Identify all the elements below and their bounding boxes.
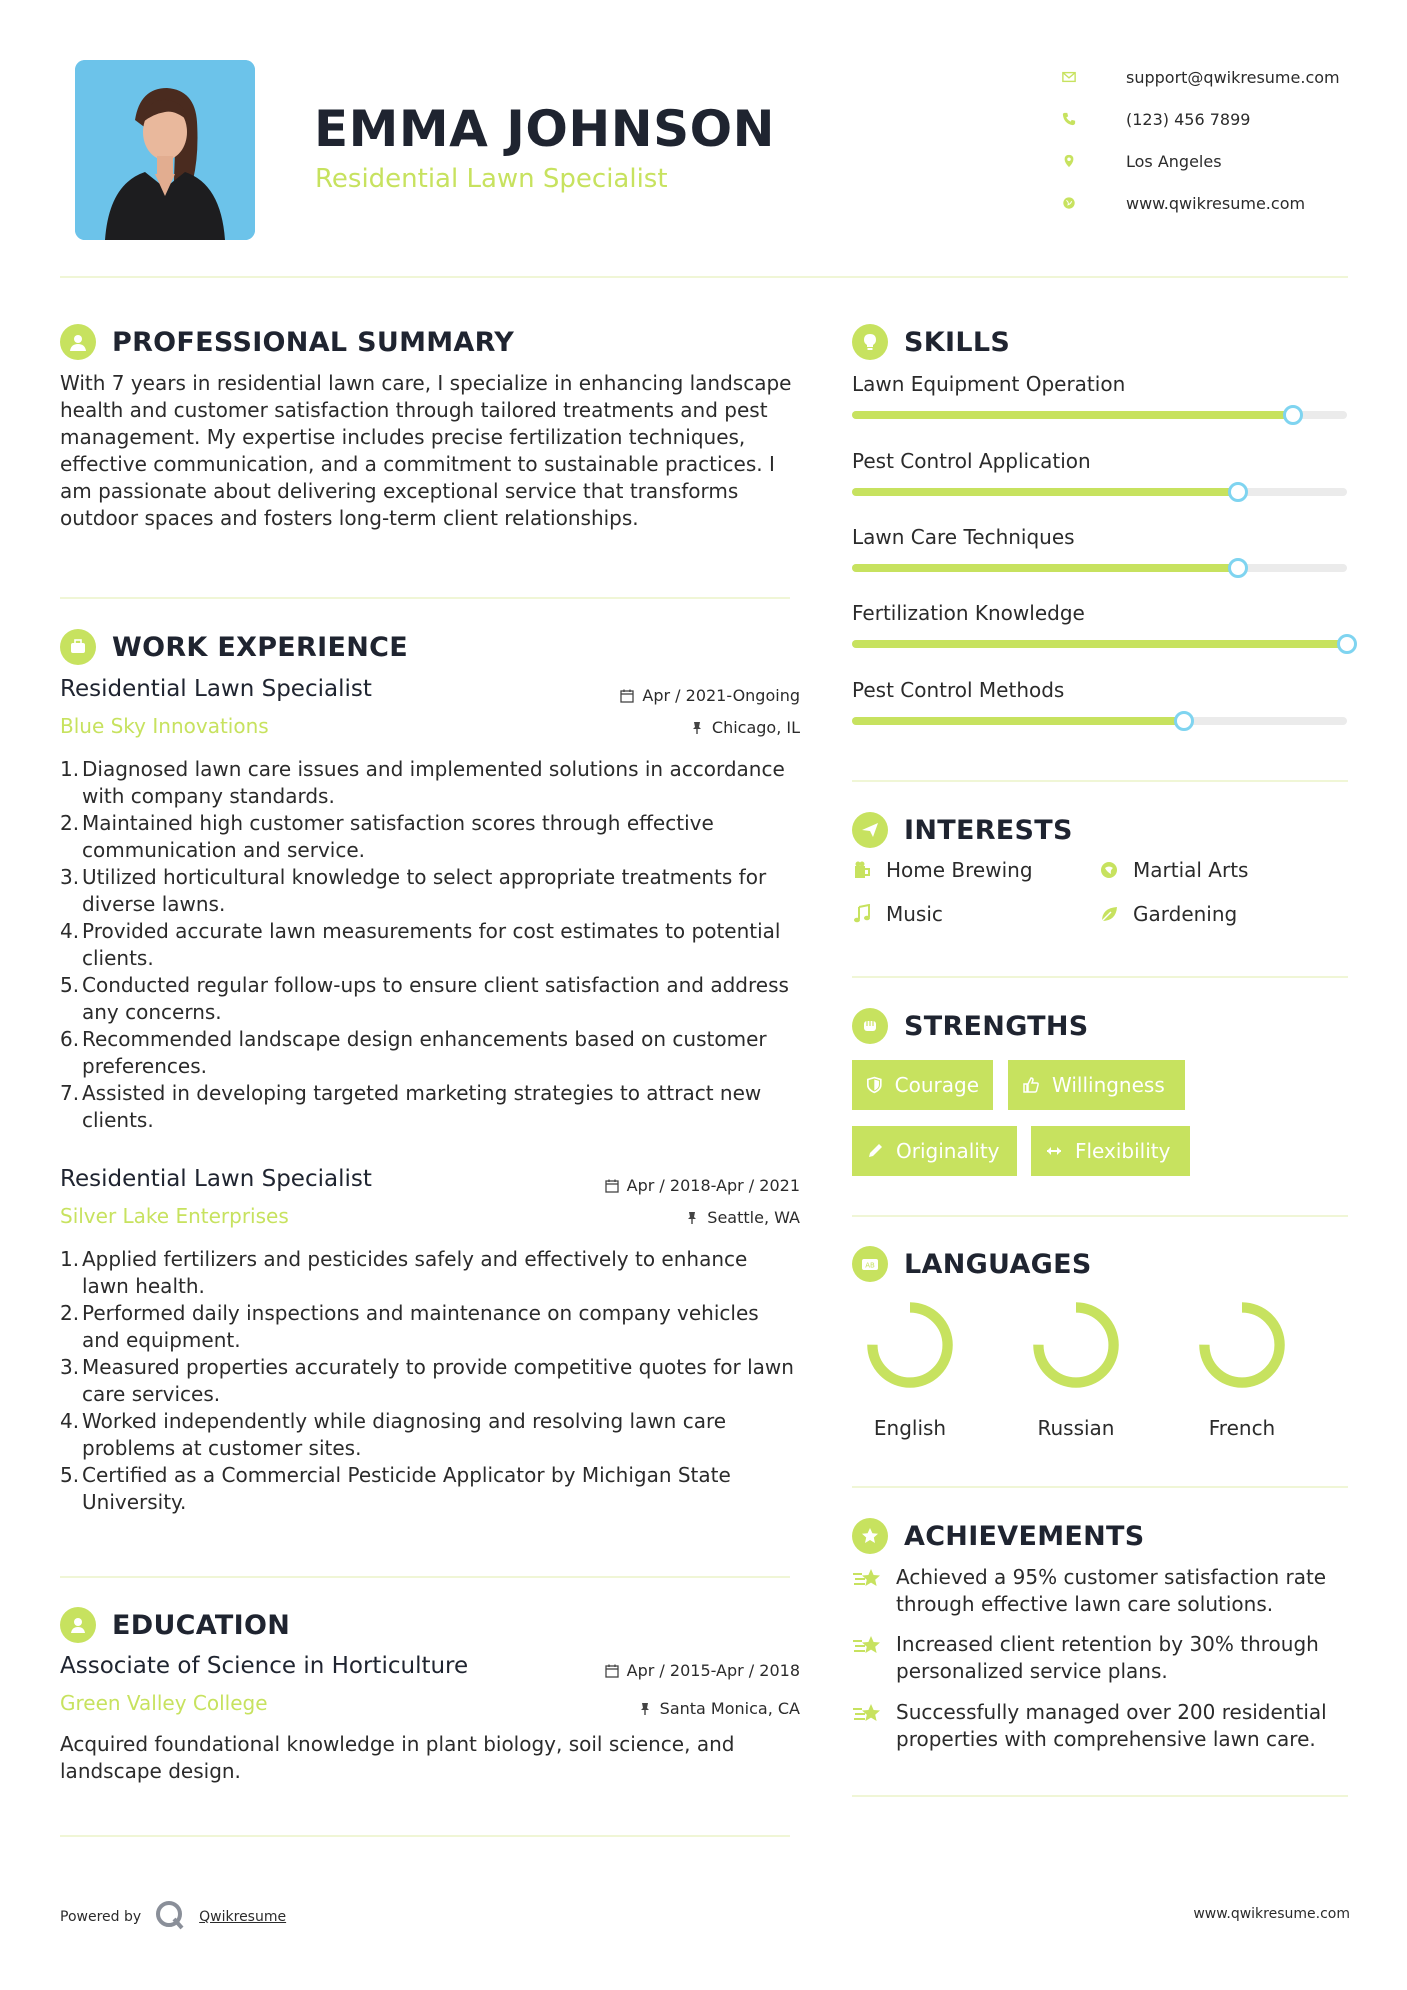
svg-text:AB: AB <box>865 1261 875 1270</box>
responsibility-item: 4. Provided accurate lawn measurements for cost estimates to potential clients. <box>60 919 781 970</box>
briefcase-icon <box>60 629 96 665</box>
responsibility-item: 1. Diagnosed lawn care issues and implemented solutions in accordance with company standards. <box>60 757 785 808</box>
responsibility-item: 5. Certified as a Commercial Pesticide Applicator by Michigan State University. <box>60 1463 731 1514</box>
experience-heading: WORK EXPERIENCE <box>112 631 408 663</box>
language-item <box>855 1298 965 1440</box>
contact-email[interactable]: support@qwikresume.com <box>1050 56 1390 98</box>
skill-bar <box>852 717 1347 725</box>
music-icon <box>852 904 872 924</box>
strengths-divider <box>852 1215 1348 1217</box>
achievements-heading: ACHIEVEMENTS <box>904 1520 1145 1552</box>
summary-divider <box>60 597 790 599</box>
skill-item <box>852 525 1347 572</box>
skill-label: Pest Control Application <box>852 449 1091 473</box>
brewing-icon <box>852 860 872 880</box>
responsibility-item: 3. Measured properties accurately to provide competitive quotes for lawn care services. <box>60 1355 794 1406</box>
achievement-text: Achieved a 95% customer satisfaction rate through effective lawn care solutions. <box>896 1565 1327 1616</box>
language-gauge-arc <box>1204 1307 1279 1382</box>
contact-phone[interactable]: (123) 456 7899 <box>1050 98 1390 140</box>
footer-powered-by: Powered by Qwikresume <box>60 1900 286 1934</box>
education-entry <box>60 1653 800 1785</box>
graduation-icon <box>60 1607 96 1643</box>
skills-divider <box>852 780 1348 782</box>
star-icon <box>852 1633 884 1661</box>
interests-section-header <box>852 812 1073 848</box>
responsibility-item: 3. Utilized horticultural knowledge to select appropriate treatments for diverse lawns. <box>60 865 767 916</box>
footer-url[interactable]: www.qwikresume.com <box>1193 1906 1350 1922</box>
achievement-text: Increased client retention by 30% through personalized service plans. <box>896 1632 1319 1683</box>
star-icon <box>852 1518 888 1554</box>
pencil-icon <box>866 1142 884 1160</box>
responsibility-item: 5. Conducted regular follow-ups to ensure client satisfaction and address any concerns. <box>60 973 789 1024</box>
skill-bar-knob <box>1228 558 1248 578</box>
contact-info <box>1050 56 1390 224</box>
achievements-section-header <box>852 1518 1145 1554</box>
globe-icon <box>1050 196 1088 210</box>
responsibility-item: 4. Worked independently while diagnosing and resolving lawn care problems at customer sites. <box>60 1409 727 1460</box>
skill-bar-fill <box>852 564 1238 572</box>
skill-bar-fill <box>852 488 1238 496</box>
education-description: Acquired foundational knowledge in plant biology, soil science, and landscape design. <box>60 1732 735 1783</box>
strength-badge: Willingness <box>1008 1060 1185 1110</box>
job-date: Apr / 2018-Apr / 2021 <box>605 1176 800 1195</box>
location-pin-icon <box>1050 154 1088 168</box>
contact-location: Los Angeles <box>1050 140 1390 182</box>
achievement-text: Successfully managed over 200 residential properties with comprehensive lawn care. <box>896 1700 1327 1751</box>
interest-item: Martial Arts <box>1099 858 1248 882</box>
mail-icon <box>1050 70 1088 84</box>
job-company: Silver Lake Enterprises <box>60 1204 289 1228</box>
profile-photo <box>75 60 255 240</box>
job-entry <box>60 1166 800 1516</box>
school-name: Green Valley College <box>60 1691 268 1715</box>
arrows-horizontal-icon <box>1045 1142 1063 1160</box>
skill-item <box>852 601 1347 648</box>
skill-item <box>852 678 1347 725</box>
education-location: Santa Monica, CA <box>638 1699 800 1718</box>
pin-icon <box>690 721 704 735</box>
pin-icon <box>685 1211 699 1225</box>
calendar-icon <box>620 689 634 703</box>
strength-badge: Courage <box>852 1060 993 1110</box>
paper-plane-icon <box>852 812 888 848</box>
languages-section-header <box>852 1246 1092 1282</box>
education-date: Apr / 2015-Apr / 2018 <box>605 1661 800 1680</box>
skills-heading: SKILLS <box>904 326 1011 358</box>
thumbs-up-icon <box>1022 1076 1040 1094</box>
calendar-icon <box>605 1179 619 1193</box>
strengths-section-header <box>852 1008 1089 1044</box>
skill-item <box>852 449 1347 496</box>
language-label: French <box>1208 1416 1276 1440</box>
job-title: Residential Lawn Specialist <box>60 1166 372 1192</box>
skill-bar <box>852 564 1347 572</box>
language-gauge <box>1195 1298 1289 1392</box>
responsibility-item: 6. Recommended landscape design enhancements based on customer preferences. <box>60 1027 767 1078</box>
experience-divider <box>60 1576 790 1578</box>
achievement-item <box>852 1699 1352 1753</box>
job-company: Blue Sky Innovations <box>60 714 269 738</box>
summary-text: With 7 years in residential lawn care, I specialize in enhancing landscape health and customer satisfaction through tailored treatments and pest management. My expertise includes precise fertilization techniques, effective communication, and a commitment to sustainable practices. I am passionate about delivering exceptional service that transforms outdoor spaces and fosters long-term client relationships. <box>60 371 792 530</box>
skill-bar-knob <box>1283 405 1303 425</box>
achievement-item <box>852 1564 1352 1618</box>
summary-section-header <box>60 324 514 360</box>
interest-item: Music <box>852 902 943 926</box>
candidate-title: Residential Lawn Specialist <box>315 164 668 194</box>
qwikresume-link[interactable]: Qwikresume <box>199 1909 287 1925</box>
skill-label: Lawn Care Techniques <box>852 525 1075 549</box>
skill-bar-fill <box>852 640 1347 648</box>
responsibility-item: 2. Performed daily inspections and maintenance on company vehicles and equipment. <box>60 1301 759 1352</box>
language-icon <box>852 1246 888 1282</box>
skill-bar <box>852 640 1347 648</box>
strengths-heading: STRENGTHS <box>904 1010 1089 1042</box>
language-gauge-arc <box>872 1307 947 1382</box>
calendar-icon <box>605 1664 619 1678</box>
language-gauge <box>1029 1298 1123 1392</box>
languages-heading: LANGUAGES <box>904 1248 1092 1280</box>
skill-item <box>852 372 1347 419</box>
candidate-name: EMMA JOHNSON <box>314 100 775 158</box>
experience-section-header <box>60 629 408 665</box>
skill-bar-knob <box>1174 711 1194 731</box>
achievement-item <box>852 1631 1352 1685</box>
shield-icon <box>866 1076 883 1094</box>
skill-bar-fill <box>852 411 1293 419</box>
job-location: Seattle, WA <box>685 1208 800 1227</box>
interests-divider <box>852 976 1348 978</box>
fist-icon <box>852 1008 888 1044</box>
lightbulb-icon <box>852 324 888 360</box>
language-gauge <box>863 1298 957 1392</box>
interests-heading: INTERESTS <box>904 814 1073 846</box>
achievements-divider <box>852 1795 1348 1797</box>
education-divider <box>60 1835 790 1837</box>
job-date: Apr / 2021-Ongoing <box>620 686 800 705</box>
star-icon <box>852 1701 884 1729</box>
phone-icon <box>1050 112 1088 126</box>
interest-item: Gardening <box>1099 902 1237 926</box>
qwikresume-logo-icon <box>155 1900 185 1934</box>
skill-label: Lawn Equipment Operation <box>852 372 1126 396</box>
language-label: English <box>873 1416 947 1440</box>
skills-section-header <box>852 324 1010 360</box>
job-title: Residential Lawn Specialist <box>60 676 372 702</box>
language-item <box>1021 1298 1131 1440</box>
job-entry <box>60 676 800 1134</box>
interest-item: Home Brewing <box>852 858 1033 882</box>
user-icon <box>60 324 96 360</box>
language-label: Russian <box>1037 1416 1115 1440</box>
responsibility-item: 7. Assisted in developing targeted marketing strategies to attract new clients. <box>60 1081 762 1132</box>
education-section-header <box>60 1607 290 1643</box>
education-heading: EDUCATION <box>112 1609 291 1641</box>
strength-badge: Originality <box>852 1126 1017 1176</box>
responsibility-item: 1. Applied fertilizers and pesticides safely and effectively to enhance lawn health. <box>60 1247 748 1298</box>
languages-divider <box>852 1486 1348 1488</box>
contact-website[interactable]: www.qwikresume.com <box>1050 182 1390 224</box>
skill-label: Fertilization Knowledge <box>852 601 1085 625</box>
leaf-icon <box>1099 904 1119 924</box>
degree-title: Associate of Science in Horticulture <box>60 1653 469 1679</box>
header-divider <box>60 276 1348 278</box>
skill-bar-knob <box>1337 634 1357 654</box>
responsibility-item: 2. Maintained high customer satisfaction scores through effective communication and service. <box>60 811 714 862</box>
skill-bar <box>852 488 1347 496</box>
job-responsibilities <box>60 1246 800 1516</box>
skill-bar-knob <box>1228 482 1248 502</box>
star-icon <box>852 1566 884 1594</box>
martial-arts-icon <box>1099 860 1119 880</box>
job-location: Chicago, IL <box>690 718 800 737</box>
skill-bar <box>852 411 1347 419</box>
skill-label: Pest Control Methods <box>852 678 1065 702</box>
summary-heading: PROFESSIONAL SUMMARY <box>112 326 515 358</box>
pin-icon <box>638 1702 652 1716</box>
language-item <box>1187 1298 1297 1440</box>
job-responsibilities <box>60 756 800 1134</box>
language-gauge-arc <box>1038 1307 1113 1382</box>
strength-badge: Flexibility <box>1031 1126 1190 1176</box>
skill-bar-fill <box>852 717 1184 725</box>
